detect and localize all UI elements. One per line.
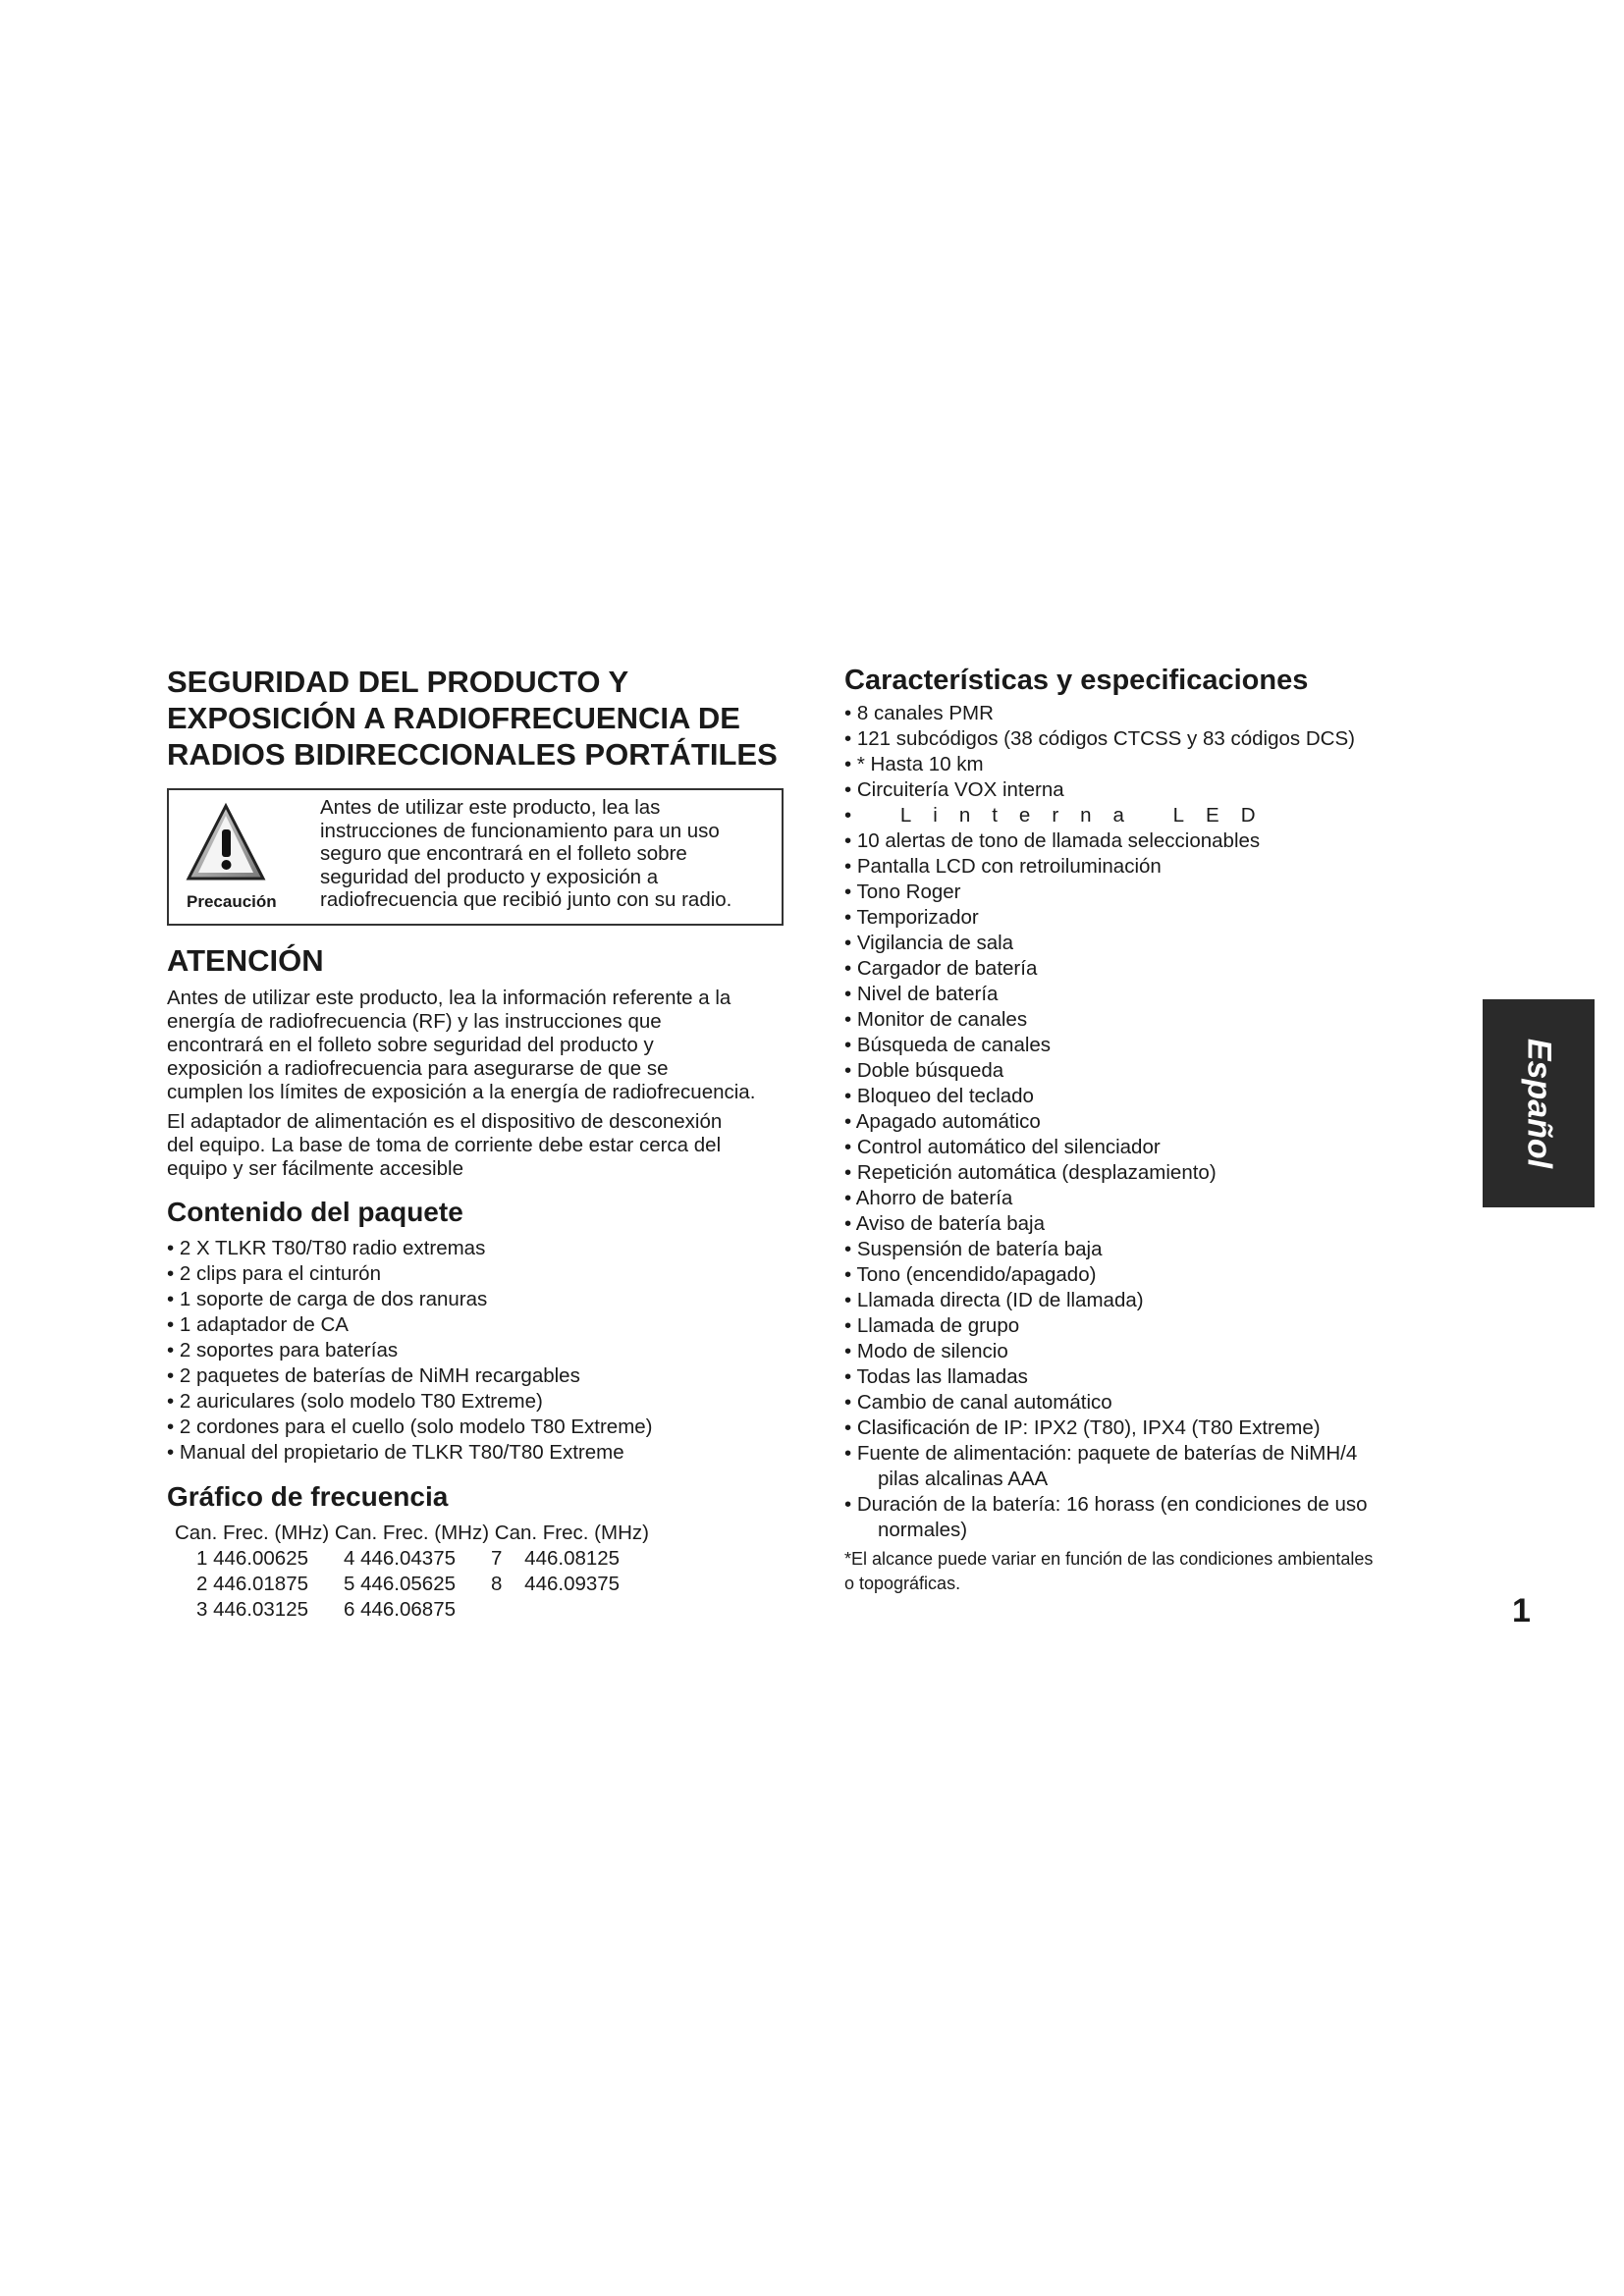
frequency-row [175, 1546, 785, 1572]
list-item: • 8 canales PMR [844, 701, 1473, 726]
paragraph-line: Antes de utilizar este producto, lea la información referente a la [167, 987, 731, 1009]
list-item-continuation: normales) [878, 1519, 968, 1541]
language-tab-label: Español [1520, 1038, 1558, 1169]
frequency-cell: 8 446.09375 [491, 1573, 621, 1595]
frequency-header-row [175, 1521, 785, 1546]
list-item: • Repetición automática (desplazamiento) [844, 1160, 1473, 1186]
frequency-header-cell: Can. Frec. (MHz) [494, 1522, 649, 1544]
list-item: • Control automático del silenciador [844, 1135, 1473, 1160]
list-item: • Fuente de alimentación: paquete de baterías de NiMH/4 [844, 1441, 1473, 1467]
list-item: • Temporizador [844, 905, 1473, 931]
list-item: • Cambio de canal automático [844, 1390, 1473, 1415]
list-item: • Suspensión de batería baja [844, 1237, 1473, 1262]
frequency-table [175, 1521, 785, 1623]
frequency-cell: 7 446.08125 [491, 1547, 621, 1570]
list-item: • Nivel de batería [844, 982, 1473, 1007]
list-item: • 2 auriculares (solo modelo T80 Extreme) [167, 1389, 785, 1415]
main-title-line: EXPOSICIÓN A RADIOFRECUENCIA DE [167, 701, 740, 735]
page-number: 1 [1512, 1592, 1531, 1629]
range-footnote [844, 1547, 1473, 1596]
list-item: • 10 alertas de tono de llamada seleccionables [844, 828, 1473, 854]
frequency-cell: 4 446.04375 [344, 1547, 457, 1570]
warning-triangle-icon [185, 802, 267, 884]
frequency-header-cell: Can. Frec. (MHz) [334, 1522, 490, 1544]
grafico-heading: Gráfico de frecuencia [167, 1481, 449, 1512]
list-item: • Linterna LED [844, 803, 1473, 828]
paragraph-line: del equipo. La base de toma de corriente debe estar cerca del [167, 1134, 722, 1156]
list-item: • 1 soporte de carga de dos ranuras [167, 1287, 785, 1312]
list-item: • Tono (encendido/apagado) [844, 1262, 1473, 1288]
frequency-cell: 3 446.03125 [196, 1598, 309, 1621]
paragraph-line: equipo y ser fácilmente accesible [167, 1157, 463, 1180]
main-title-line: SEGURIDAD DEL PRODUCTO Y [167, 665, 629, 699]
contenido-list [167, 1236, 785, 1466]
list-item: • Todas las llamadas [844, 1364, 1473, 1390]
caution-text-line: seguro que encontrará en el folleto sobre [320, 842, 687, 865]
caution-text-line: seguridad del producto y exposición a [320, 865, 659, 888]
list-item: • 2 clips para el cinturón [167, 1261, 785, 1287]
contenido-heading: Contenido del paquete [167, 1197, 463, 1227]
list-item: • Ahorro de batería [844, 1186, 1473, 1211]
atencion-paragraph-1 [167, 987, 785, 1104]
list-item: • Circuitería VOX interna [844, 777, 1473, 803]
list-item: • Aviso de batería baja [844, 1211, 1473, 1237]
list-item: • Llamada de grupo [844, 1313, 1473, 1339]
atencion-heading: ATENCIÓN [167, 943, 324, 978]
list-item: • * Hasta 10 km [844, 752, 1473, 777]
list-item: • 121 subcódigos (38 códigos CTCSS y 83 códigos DCS) [844, 726, 1473, 752]
paragraph-line: encontrará en el folleto sobre seguridad del producto y [167, 1034, 654, 1056]
features-heading: Características y especificaciones [844, 665, 1309, 696]
list-item: • 2 paquetes de baterías de NiMH recargables [167, 1363, 785, 1389]
list-item: • Tono Roger [844, 880, 1473, 905]
features-list [844, 701, 1473, 1543]
frequency-cell: 6 446.06875 [344, 1598, 457, 1621]
atencion-paragraph-2 [167, 1110, 785, 1181]
list-item: • Cargador de batería [844, 956, 1473, 982]
footnote-line: o topográficas. [844, 1574, 961, 1593]
list-item: • Duración de la batería: 16 horass (en condiciones de uso [844, 1492, 1473, 1518]
paragraph-line: El adaptador de alimentación es el dispositivo de desconexión [167, 1110, 723, 1133]
list-item: • Bloqueo del teclado [844, 1084, 1473, 1109]
language-tab [1483, 999, 1595, 1207]
caution-text [320, 796, 774, 912]
right-column [844, 664, 1473, 1596]
list-item: • 2 X TLKR T80/T80 radio extremas [167, 1236, 785, 1261]
caution-label: Precaución [187, 892, 277, 911]
caution-text-line: Antes de utilizar este producto, lea las [320, 796, 661, 819]
list-item-continuation: pilas alcalinas AAA [878, 1468, 1049, 1490]
list-item: • Apagado automático [844, 1109, 1473, 1135]
frequency-row [175, 1572, 785, 1597]
list-item: • 2 cordones para el cuello (solo modelo T80 Extreme) [167, 1415, 785, 1440]
caution-box [167, 788, 784, 926]
footnote-line: *El alcance puede variar en función de las condiciones ambientales [844, 1549, 1374, 1569]
main-title-line: RADIOS BIDIRECCIONALES PORTÁTILES [167, 737, 778, 772]
frequency-cell: 5 446.05625 [344, 1573, 457, 1595]
list-item: • Búsqueda de canales [844, 1033, 1473, 1058]
caution-text-line: radiofrecuencia que recibió junto con su radio. [320, 888, 732, 911]
frequency-row [175, 1597, 785, 1623]
list-item: • Modo de silencio [844, 1339, 1473, 1364]
frequency-header-cell: Can. Frec. (MHz) [175, 1522, 330, 1544]
paragraph-line: exposición a radiofrecuencia para asegurarse de que se [167, 1057, 669, 1080]
list-item: • 1 adaptador de CA [167, 1312, 785, 1338]
left-column [167, 664, 785, 1623]
paragraph-line: energía de radiofrecuencia (RF) y las instrucciones que [167, 1010, 662, 1033]
list-item: • Clasificación de IP: IPX2 (T80), IPX4 (T80 Extreme) [844, 1415, 1473, 1441]
list-item: • Vigilancia de sala [844, 931, 1473, 956]
frequency-cell: 1 446.00625 [196, 1547, 309, 1570]
caution-text-line: instrucciones de funcionamiento para un uso [320, 819, 720, 842]
list-item: • Manual del propietario de TLKR T80/T80 Extreme [167, 1440, 785, 1466]
main-title [167, 664, 785, 773]
list-item: • Doble búsqueda [844, 1058, 1473, 1084]
list-item: • Pantalla LCD con retroiluminación [844, 854, 1473, 880]
list-item: • Llamada directa (ID de llamada) [844, 1288, 1473, 1313]
frequency-cell: 2 446.01875 [196, 1573, 309, 1595]
list-item: • 2 soportes para baterías [167, 1338, 785, 1363]
list-item: • Monitor de canales [844, 1007, 1473, 1033]
paragraph-line: cumplen los límites de exposición a la energía de radiofrecuencia. [167, 1081, 756, 1103]
